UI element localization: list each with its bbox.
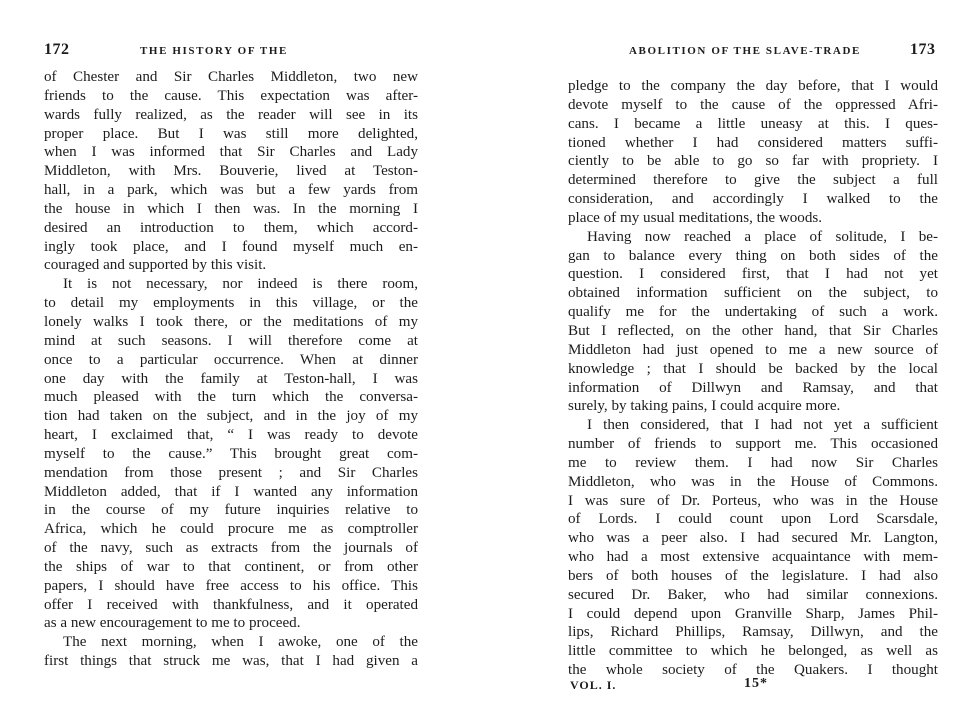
text-line: ciently to be able to go so far with propriety. I [568, 153, 938, 170]
text-line: consideration, and accordingly I walked to the [568, 191, 938, 208]
text-line: in the course of my future inquiries relative to [44, 502, 418, 519]
text-line: the ships of war to that continent, or from other [44, 558, 418, 575]
text-line: to detail my employments in this village, or the [44, 295, 418, 312]
text-line: who was a peer also. I had secured Mr. Langton, [568, 530, 938, 547]
text-line: Middleton, with Mrs. Bouverie, lived at Teston- [44, 163, 418, 180]
text-line: pledge to the company the day before, that I would [568, 78, 938, 94]
text-line: cans. I became a little uneasy at this. I ques- [568, 115, 938, 132]
text-line: offer I received with thankfulness, and it operated [44, 596, 418, 613]
left-running-head: THE HISTORY OF THE [140, 45, 288, 57]
text-line: mind at such seasons. I will therefore come at [44, 332, 418, 349]
text-line: Middleton had just opened to me a new source of [568, 341, 938, 358]
text-line: proper place. But I was still more delighted, [44, 125, 418, 142]
text-line: question. I considered first, that I had not yet [568, 266, 938, 283]
text-line: mendation from those present ; and Sir Charles [44, 464, 418, 481]
left-page-text [44, 68, 418, 671]
text-line: determined therefore to give the subject a full [568, 172, 938, 189]
text-line: little committee to which he belonged, as well as [568, 643, 938, 660]
text-line: I was sure of Dr. Porteus, who was in the House [568, 492, 938, 509]
text-line: of Chester and Sir Charles Middleton, two new [44, 69, 418, 85]
text-line: heart, I exclaimed that, “ I was ready to devote [44, 427, 418, 444]
text-line: surely, by taking pains, I could acquire more. [568, 398, 841, 415]
text-line: ingly took place, and I found myself much en- [44, 238, 418, 255]
text-line: I then considered, that I had not yet a sufficient [587, 417, 938, 434]
text-line: tion had taken on the subject, and in the joy of my [44, 408, 418, 425]
text-line: number of friends to support me. This occasioned [568, 436, 938, 453]
text-line: couraged and supported by this visit. [44, 257, 267, 274]
text-line: the house in which I then was. In the morning I [44, 200, 418, 217]
right-page-number: 173 [910, 41, 936, 58]
text-line: gan to balance every thing on both sides of the [568, 247, 938, 264]
text-line: friends to the cause. This expectation was after- [44, 87, 418, 104]
text-line: Middleton, who was in the House of Commons. [568, 473, 938, 490]
text-line: of Lords. I could count upon Lord Scarsdale, [568, 511, 938, 528]
text-line: Having now reached a place of solitude, I be- [587, 228, 938, 245]
text-line: myself to the cause.” This brought great com- [44, 445, 418, 462]
text-line: place of my usual meditations, the woods. [568, 209, 823, 226]
text-line: The next morning, when I awoke, one of the [63, 634, 418, 651]
text-line: when I was informed that Sir Charles and Lady [44, 144, 418, 161]
text-line: once to a particular occurrence. When at dinner [44, 351, 418, 368]
left-page-number: 172 [44, 41, 70, 58]
text-line: qualify me for the undertaking of such a work. [568, 304, 938, 321]
text-line: knowledge ; that I should be backed by the local [568, 360, 938, 377]
text-line: papers, I should have free access to his office. This [44, 577, 418, 594]
text-line: who had a most extensive acquaintance with mem- [568, 549, 938, 566]
text-line: obtained information sufficient on the subject, to [568, 285, 938, 302]
text-line: devote myself to the cause of the oppressed Afri- [568, 96, 938, 113]
text-line: secured Dr. Baker, who had similar connexions. [568, 586, 938, 603]
text-line: information of Dillwyn and Ramsay, and that [568, 379, 938, 396]
text-line: of the navy, such as extracts from the journals of [44, 540, 418, 557]
text-line: much pleased with the turn which the conversa- [44, 389, 418, 406]
right-page-text [568, 77, 938, 680]
text-line: desired an introduction to them, which accord- [44, 219, 418, 236]
text-line: me to review them. I had now Sir Charles [568, 454, 938, 471]
text-line: as a new encouragement to me to proceed. [44, 615, 301, 632]
text-line: Middleton added, that if I wanted any information [44, 483, 418, 500]
text-line: wards fully realized, as the reader will see in its [44, 106, 418, 123]
text-line: the whole society of the Quakers. I thought [568, 662, 938, 679]
right-running-head: ABOLITION OF THE SLAVE-TRADE [629, 45, 861, 57]
text-line: lonely walks I took there, or the meditations of my [44, 313, 418, 330]
text-line: one day with the family at Teston-hall, I was [44, 370, 418, 387]
text-line: Africa, which he could procure me as comptroller [44, 521, 418, 538]
signature-mark: VOL. I. [570, 678, 617, 692]
text-line: tioned whether I had considered matters suffi- [568, 134, 938, 151]
text-line: But I reflected, on the other hand, that Sir Charles [568, 322, 938, 339]
text-line: first things that struck me was, that I had given a [44, 653, 418, 670]
sheet-mark: 15* [744, 676, 768, 691]
text-line: It is not necessary, nor indeed is there room, [63, 276, 418, 293]
text-line: bers of both houses of the legislature. I had also [568, 567, 938, 584]
text-line: I could depend upon Granville Sharp, James Phil- [568, 605, 938, 622]
text-line: lips, Richard Phillips, Ramsay, Dillwyn, and the [568, 624, 938, 641]
text-line: hall, in a park, which was but a few yards from [44, 182, 418, 199]
